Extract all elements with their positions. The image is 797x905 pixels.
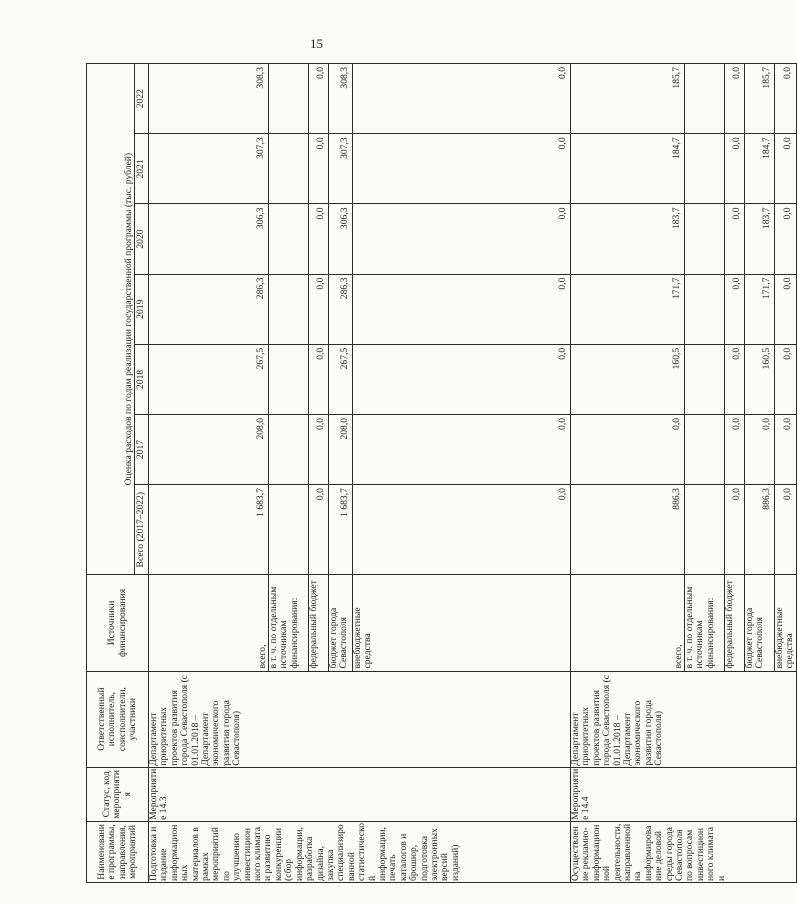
- year-value-cell: 0,0: [725, 204, 745, 274]
- year-value-cell: 0,0: [309, 134, 329, 204]
- year-value-cell: [269, 204, 309, 274]
- year-value-cell: 208,0: [329, 414, 353, 484]
- funding-source-cell: бюджет города Севастополя: [745, 575, 775, 671]
- table-row: [149, 64, 269, 883]
- header-year: 2021: [135, 134, 149, 204]
- funding-source-cell: в т. ч. по отдельным источникам финансирования:: [269, 575, 309, 671]
- header-sources: Источники финансирования: [87, 575, 149, 671]
- year-value-cell: 0,0: [725, 64, 745, 134]
- year-value-cell: [685, 134, 725, 204]
- year-value-cell: 160,5: [745, 344, 775, 414]
- header-year: 2019: [135, 274, 149, 344]
- year-value-cell: 183,7: [745, 204, 775, 274]
- year-value-cell: 306,3: [149, 204, 269, 274]
- total-value-cell: 0,0: [309, 485, 329, 575]
- year-value-cell: 0,0: [725, 134, 745, 204]
- year-value-cell: [269, 274, 309, 344]
- year-value-cell: 308,3: [329, 64, 353, 134]
- year-value-cell: 308,3: [149, 64, 269, 134]
- year-value-cell: 0,0: [745, 414, 775, 484]
- funding-source-cell: внебюджетные средства: [775, 575, 797, 671]
- total-value-cell: 0,0: [353, 485, 571, 575]
- year-value-cell: 307,3: [329, 134, 353, 204]
- measure-name-cell: Осуществление рекламно-информационной деятельности, направленной на информирование деловой среды города Севастополя по вопросам инвестиционного климата и: [571, 821, 797, 882]
- year-value-cell: 0,0: [775, 274, 797, 344]
- year-value-cell: [685, 414, 725, 484]
- measure-code-cell: Мероприятие 14.4: [571, 767, 797, 821]
- year-value-cell: 286,3: [149, 274, 269, 344]
- total-value-cell: 1 683,7: [149, 485, 269, 575]
- year-value-cell: 185,7: [745, 64, 775, 134]
- funding-source-cell: в т. ч. по отдельным источникам финансирования:: [685, 575, 725, 671]
- measure-code-cell: Мероприятие 14.3: [149, 767, 571, 821]
- year-value-cell: 171,7: [571, 274, 685, 344]
- year-value-cell: 0,0: [353, 64, 571, 134]
- rotated-table-container: [86, 63, 796, 883]
- year-value-cell: 0,0: [309, 204, 329, 274]
- funding-source-cell: бюджет города Севастополя: [329, 575, 353, 671]
- header-year: 2018: [135, 344, 149, 414]
- header-year: 2017: [135, 414, 149, 484]
- year-value-cell: 0,0: [309, 414, 329, 484]
- header-total: Всего (2017–2022): [135, 485, 149, 575]
- page-number: 15: [310, 36, 323, 51]
- header-year: 2020: [135, 204, 149, 274]
- year-value-cell: 0,0: [775, 204, 797, 274]
- year-value-cell: 306,3: [329, 204, 353, 274]
- total-value-cell: 886,3: [571, 485, 685, 575]
- total-value-cell: 1 683,7: [329, 485, 353, 575]
- year-value-cell: 183,7: [571, 204, 685, 274]
- header-year: 2022: [135, 64, 149, 134]
- year-value-cell: [269, 64, 309, 134]
- year-value-cell: 0,0: [571, 414, 685, 484]
- year-value-cell: 286,3: [329, 274, 353, 344]
- year-value-cell: 0,0: [775, 64, 797, 134]
- total-value-cell: 0,0: [725, 485, 745, 575]
- header-estimate: Оценка расходов по годам реализации государственной программы (тыс. рублей): [87, 64, 135, 575]
- year-value-cell: 0,0: [725, 274, 745, 344]
- year-value-cell: [685, 274, 725, 344]
- funding-source-cell: всего,: [149, 575, 269, 671]
- year-value-cell: [685, 204, 725, 274]
- year-value-cell: [685, 64, 725, 134]
- year-value-cell: 0,0: [353, 414, 571, 484]
- year-value-cell: 185,7: [571, 64, 685, 134]
- year-value-cell: 0,0: [775, 344, 797, 414]
- header-executor: Ответственный исполнитель, соисполнители, участники: [87, 671, 149, 767]
- total-value-cell: [685, 485, 725, 575]
- year-value-cell: [269, 344, 309, 414]
- funding-source-cell: федеральный бюджет: [725, 575, 745, 671]
- year-value-cell: 0,0: [353, 134, 571, 204]
- year-value-cell: 0,0: [309, 64, 329, 134]
- year-value-cell: [269, 134, 309, 204]
- total-value-cell: 0,0: [775, 485, 797, 575]
- year-value-cell: 171,7: [745, 274, 775, 344]
- year-value-cell: 0,0: [775, 134, 797, 204]
- table-row: [571, 64, 685, 883]
- year-value-cell: 0,0: [353, 204, 571, 274]
- executor-cell: Департамент приоритетных проектов развития города Севастополя (с 01.01.2018 – Департамент экономического развития города Севастополя): [149, 671, 571, 767]
- header-code: Статус, код мероприятия: [87, 767, 149, 821]
- budget-table: [86, 63, 797, 883]
- funding-source-cell: всего,: [571, 575, 685, 671]
- year-value-cell: 184,7: [571, 134, 685, 204]
- funding-source-cell: федеральный бюджет: [309, 575, 329, 671]
- year-value-cell: 0,0: [775, 414, 797, 484]
- year-value-cell: 0,0: [725, 414, 745, 484]
- year-value-cell: [269, 414, 309, 484]
- total-value-cell: [269, 485, 309, 575]
- year-value-cell: 184,7: [745, 134, 775, 204]
- measure-name-cell: Подготовка и издание информационных материалов в рамках мероприятий по улучшению инвестиционного климата и развитию конкуренции (сбор информации, разработка дизайна, закупка специализированной статистической информации, печать каталогов и брошюр, подготовка электронных версий изданий): [149, 821, 571, 882]
- year-value-cell: 0,0: [353, 344, 571, 414]
- year-value-cell: 208,0: [149, 414, 269, 484]
- year-value-cell: [685, 344, 725, 414]
- year-value-cell: 0,0: [309, 344, 329, 414]
- total-value-cell: 886,3: [745, 485, 775, 575]
- year-value-cell: 0,0: [353, 274, 571, 344]
- funding-source-cell: внебюджетные средства: [353, 575, 571, 671]
- year-value-cell: 160,5: [571, 344, 685, 414]
- year-value-cell: 267,5: [149, 344, 269, 414]
- year-value-cell: 267,5: [329, 344, 353, 414]
- header-name: Наименование программы, направления, мероприятий: [87, 821, 149, 882]
- year-value-cell: 0,0: [725, 344, 745, 414]
- executor-cell: Департамент приоритетных проектов развития города Севастополя (с 01.01.2018 – Департамент экономического развития города Севастополя): [571, 671, 797, 767]
- year-value-cell: 0,0: [309, 274, 329, 344]
- year-value-cell: 307,3: [149, 134, 269, 204]
- table-body: [149, 64, 797, 883]
